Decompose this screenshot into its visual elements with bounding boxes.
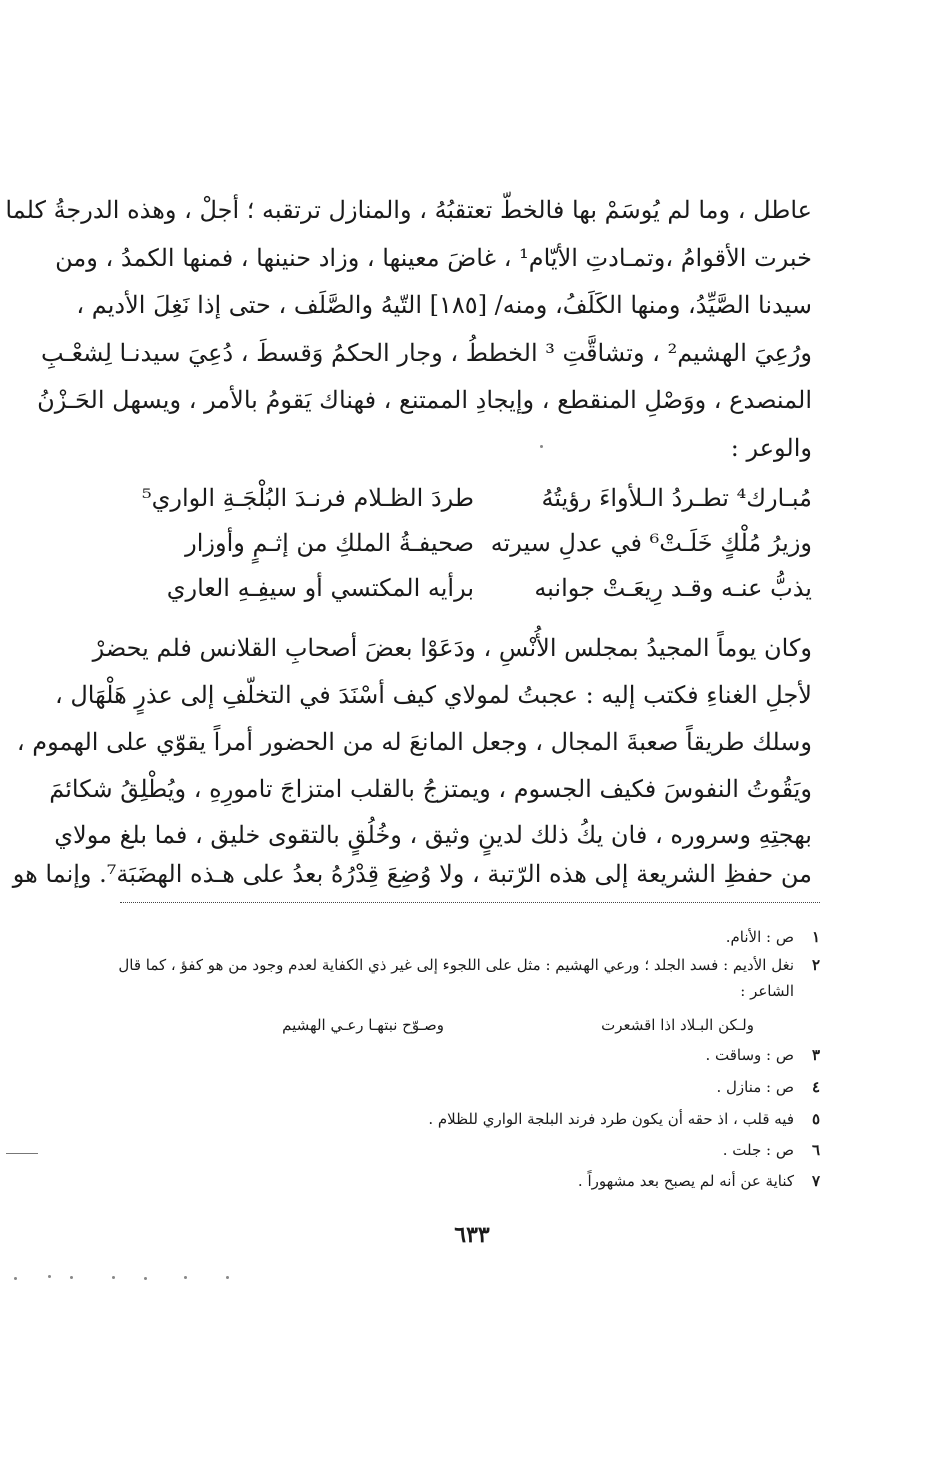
body-line: المنصدع ، ووَصْلِ المنقطع ، وإيجادِ الممتنع ، فهناك يَقومُ بالأمر ، ويسهل الحَـزْنُ <box>37 386 812 414</box>
verse-second-hemistich: طردَ الظـلام فرنـدَ البُلْجَـةِ الواري⁵ <box>141 484 474 512</box>
footnote-number: ٧ <box>811 1172 820 1190</box>
body-line: ويَقُوتُ النفوسَ فكيف الجسوم ، ويمتزجُ بالقلب امتزاجَ تامورِهِ ، ويُطْلِقُ شكائمَ <box>49 775 812 803</box>
verse-second-hemistich: صحيفـةُ الملكِ من إثـمٍ وأوزار <box>185 529 474 557</box>
body-line: والوعر : <box>730 434 812 462</box>
verse-first-hemistich: مُبـارك⁴ تطـردُ الـلأواءَ رؤيتُهُ <box>541 484 812 512</box>
footnote-verse-first-hemistich: ولـكن البـلاد اذا اقشعرت <box>601 1016 754 1034</box>
page-number: ٦٣٣ <box>454 1222 490 1248</box>
body-line: من حفظِ الشريعة إلى هذه الرّتبة ، ولا وُضِعَ قِدْرُهُ بعدُ على هـذه الهضَبَة⁷. وإنما هو <box>12 860 812 888</box>
footnote-number: ٤ <box>811 1078 820 1096</box>
footnote-text: ص : منازل . <box>716 1078 794 1096</box>
scan-artifact <box>70 1276 73 1279</box>
scan-artifact <box>48 1275 51 1278</box>
verse-first-hemistich: يذبُّ عنـه وقـد رِيعَـتْ جوانبه <box>534 574 812 602</box>
footnote-number: ٣ <box>811 1046 820 1064</box>
body-line: وسلك طريقاً صعبةَ المجال ، وجعل المانعَ له من الحضور أمراً يقوّي على الهموم ، <box>16 728 812 756</box>
body-line: بهجتِهِ وسروره ، فان يكُ ذلك لدينٍ وثيق ، وخُلُقٍ بالتقوى خليق ، فما بلغ مولاي <box>54 821 812 849</box>
scan-artifact <box>112 1276 115 1279</box>
body-line: سيدنا الصَّيِّدُ، ومنها الكَلَفُ، ومنه/ [١٨٥] التّيهُ والصَّلَف ، حتى إذا نَغِلَ الأديم ، <box>76 291 812 319</box>
footnote-number: ٦ <box>811 1141 820 1159</box>
scan-artifact <box>226 1276 229 1279</box>
footnote-number: ٢ <box>811 956 820 974</box>
footnote-text: فيه قلب ، اذ حقه أن يكون طرد فرند البلجة الواري للظلام . <box>428 1110 794 1128</box>
footnote-text: نغل الأديم : فسد الجلد ؛ ورعي الهشيم : مثل على اللجوء إلى غير ذي الكفاية لعدم وجود من هو كفؤ ، كما قال <box>118 956 794 974</box>
body-line: لأجلِ الغناءِ فكتب إليه : عجبتُ لمولاي كيف أسْنَدَ في التخلّفِ إلى عذرٍ هَلْهَال ، <box>54 681 812 709</box>
scan-artifact <box>14 1277 17 1280</box>
footnote-separator <box>120 902 820 903</box>
body-line: ورُعِيَ الهشيم² ، وتشاقَّتِ ³ الخططُ ، وجار الحكمُ وَقسطَ ، دُعِيَ سيدنـا لِشعْـبِ <box>41 339 812 367</box>
footnote-text: ص : الأنام. <box>725 928 794 946</box>
footnote-number: ١ <box>811 928 820 946</box>
footnote-text-continued: الشاعر : <box>740 982 794 1000</box>
footnote-text: ص : وساقت . <box>705 1046 794 1064</box>
scan-artifact <box>184 1276 187 1279</box>
footnote-number: ٥ <box>811 1110 820 1128</box>
body-line: خبرت الأقوامُ ،وتمـادتِ الأيّام¹ ، غاضَ معينها ، وزاد حنينها ، فمنها الكمدُ ، ومن <box>55 244 812 272</box>
body-line: وكان يوماً المجيدُ بمجلس الأُنْسِ ، ودَعَوْا بعضَ أصحابِ القلانس فلم يحضرْ <box>92 634 812 662</box>
footnote-text: ص : جلت . <box>722 1141 794 1159</box>
scan-artifact <box>144 1277 147 1280</box>
body-line: عاطل ، وما لم يُوسَمْ بها فالخطّ تعتقبُهُ ، والمنازل ترتقبه ؛ أجلْ ، وهذه الدرجةُ كلما <box>5 196 812 224</box>
scan-artifact <box>540 445 543 448</box>
footnote-text: كناية عن أنه لم يصبح بعد مشهوراً . <box>577 1172 794 1190</box>
scan-artifact <box>6 1153 38 1154</box>
verse-second-hemistich: برأيه المكتسي أو سيفِـهِ العاري <box>166 574 474 602</box>
footnote-verse-second-hemistich: وصـوّح نبتهـا رعـي الهشيم <box>282 1016 444 1034</box>
verse-first-hemistich: وزيرُ مُلْكٍ خَلَـتْ⁶ في عدلِ سيرته <box>490 529 812 557</box>
